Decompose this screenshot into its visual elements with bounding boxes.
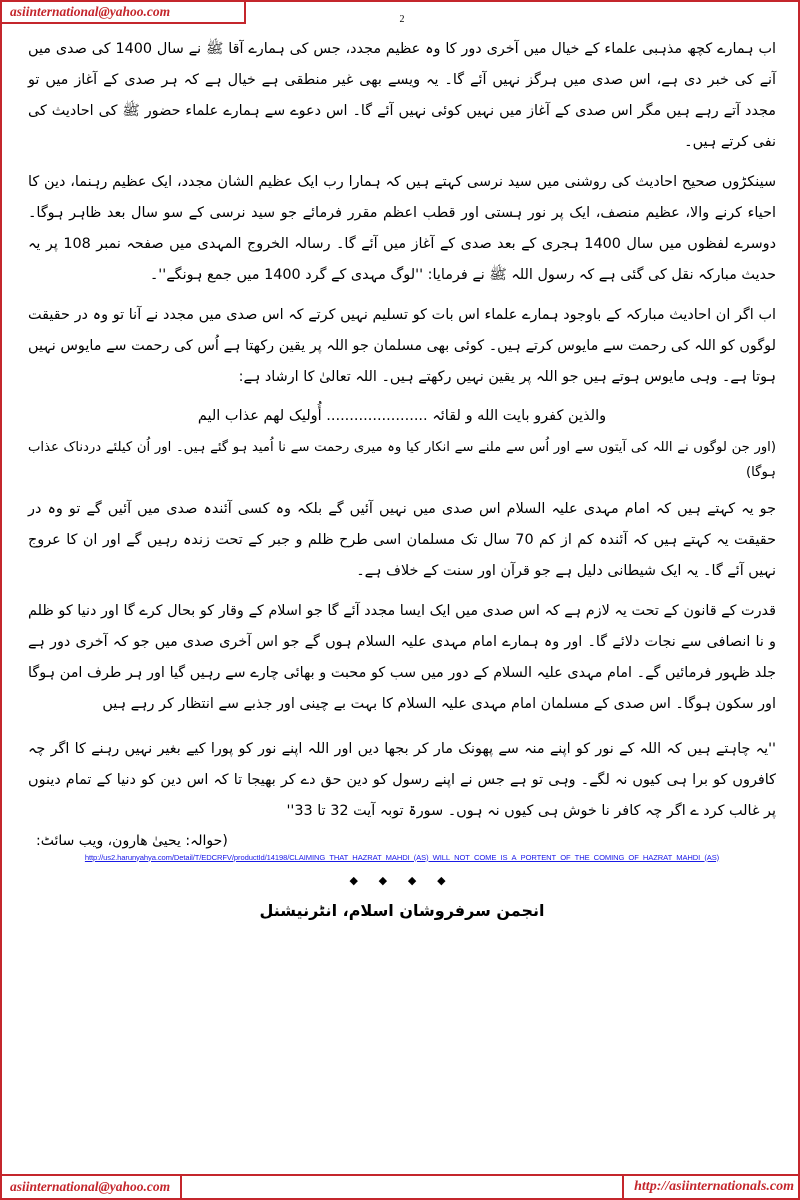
paragraph-1: اب ہمارے کچھ مذہبی علماء کے خیال میں آخری دور کا وہ عظیم مجدد، جس کی ہمارے آقا ﷺ نے سال 1400 کی صدی میں آنے کی خبر دی ہے، اس صدی میں ہرگز نہیں آئے گا۔ یہ ویسے بھی غیر منطقی ہے خیال ہے کہ ہر صدی کے آغاز میں تو مجدد آتے رہے ہیں مگر اس صدی کے آغاز میں نہیں کوئی نہیں آئے گا۔ اس دعوے سے ہمارے علماء حضور ﷺ کی احادیث کی نفی کرتے ہیں۔ [28, 41, 776, 150]
arabic-verse: والذین کفرو بایت الله و لقائہ ...................... أُولیک لھم عذاب الیم [197, 407, 607, 424]
reference-line: (حوالہ: یحییٰ ھارون، ویب سائٹ: [36, 832, 228, 849]
footer-website[interactable]: http://asiinternationals.com [634, 1179, 794, 1194]
organization-name: انجمن سرفروشان اسلام، انٹرنیشنل [259, 900, 545, 920]
quran-quote: ''یہ چاہتے ہیں کہ اللہ کے نور کو اپنے منہ سے پھونک مار کر بجھا دیں اور اللہ اپنے نور کو پورا کیے بغیر نہیں رہنے کا اگر چہ کافروں کو برا ہی کیوں نہ لگے۔ وہی تو ہے جس نے اپنے رسول کو دین حق دے کر بھیجا تا کہ اس دین کو دنیا کے تمام دینوں پر غالب کرد ے اگر چہ کافر نا خوش ہی کیوں نہ ہوں۔ سورۃ توبہ آیت 32 تا 33'' [28, 740, 776, 819]
paragraph-5: قدرت کے قانون کے تحت یہ لازم ہے کہ اس صدی میں ایک ایسا مجدد آئے گا جو اسلام کے وقار کو بحال کرے گا اور دنیا کو ظلم و نا انصافی سے نجات دلائے گا۔ اور وہ ہمارے امام مہدی علیہ السلام ہوں گے جو اس آخری صدی میں جو کہ آخری دور ہے جلد ظہور فرمائیں گے۔ امام مہدی علیہ السلام کے دور میں سب کو محبت و بھائی چارے سے رہیں گیا اور ہر طرف امن ہوگا اور سکون ہوگا۔ اس صدی کے مسلمان امام مہدی علیہ السلام کا بہت بے چینی اور جذبے سے انتظار کر رہے ہیں [28, 602, 776, 712]
verse-translation: (اور جن لوگوں نے اللہ کی آیتوں سے اور اُس سے ملنے سے انکار کیا وہ میری رحمت سے نا اُمید ہو گئے ہیں۔ اور اُن کیلئے دردناک عذاب ہوگا) [28, 439, 776, 480]
diamond-separator: ◆ ◆ ◆ ◆ [349, 874, 455, 887]
header-email[interactable]: asiinternational@yahoo.com [10, 4, 171, 19]
document-content [28, 32, 776, 920]
footer-email-container [2, 1176, 182, 1198]
paragraph-2: سینکڑوں صحیح احادیث کی روشنی میں سید نرسی کہتے ہیں کہ ہمارا رب ایک عظیم الشان مجدد، ایک عظیم رہنما، دین کا احیاء کرنے والا، عظیم منصف، ایک پر نور ہستی اور قطب اعظم مقرر فرمائے جو سید نرسی کے سو سال بعد ظاہر ہوگا۔ دوسرے لفظوں میں سال 1400 ہجری کے بعد صدی کے آغاز میں آئے گا۔ رسالہ الخروج المہدی میں صفحہ نمبر 108 پر یہ حدیث مبارکہ نقل کی گئی ہے کہ رسول اللہ ﷺ نے فرمایا: ''لوگ مہدی کے گرد 1400 میں جمع ہونگے''۔ [28, 173, 776, 283]
paragraph-3: اب اگر ان احادیث مبارکہ کے باوجود ہمارے علماء اس بات کو تسلیم نہیں کرتے کہ اس صدی میں مجدد نے آنا تو وہ در حقیقت لوگوں کو اللہ کی رحمت سے مایوس کرتے ہیں۔ کوئی بھی مسلمان جو اللہ پر یقین رکھتا ہے اُس کی رحمت سے مایوس نہیں ہوتا ہے۔ وہی مایوس ہوتے ہیں جو اللہ پر یقین نہیں رکھتے ہیں۔ اللہ تعالیٰ کا ارشاد ہے: [28, 306, 776, 385]
footer-email[interactable]: asiinternational@yahoo.com [10, 1179, 171, 1194]
source-url-link[interactable]: http://us2.harunyahya.com/Detail/T/EDCRFV/productId/14198/CLAIMING_THAT_HAZRAT_MAHDI_(AS)_WILL_NOT_COME_IS_A_PORTENT_OF_THE_COMING_OF_HAZRAT_MAHDI_(AS) [84, 852, 720, 862]
page-number: 2 [399, 14, 405, 25]
footer-website-container [622, 1176, 800, 1198]
paragraph-4: جو یہ کہتے ہیں کہ امام مہدی علیہ السلام اس صدی میں نہیں آئیں گے بلکہ وہ کسی آئندہ صدی میں آئیں گے تو وہ در حقیقت یہ کہتے ہیں کہ آئندہ کم از کم 70 سال تک مسلمان اسی طرح ظلم و جبر کے تحت زندہ رہیں گے اور ان کا عروج نہیں آئے گا۔ یہ ایک شیطانی دلیل ہے جو قرآن اور سنت کے خلاف ہے۔ [28, 500, 776, 579]
footer-bar [2, 1174, 800, 1198]
